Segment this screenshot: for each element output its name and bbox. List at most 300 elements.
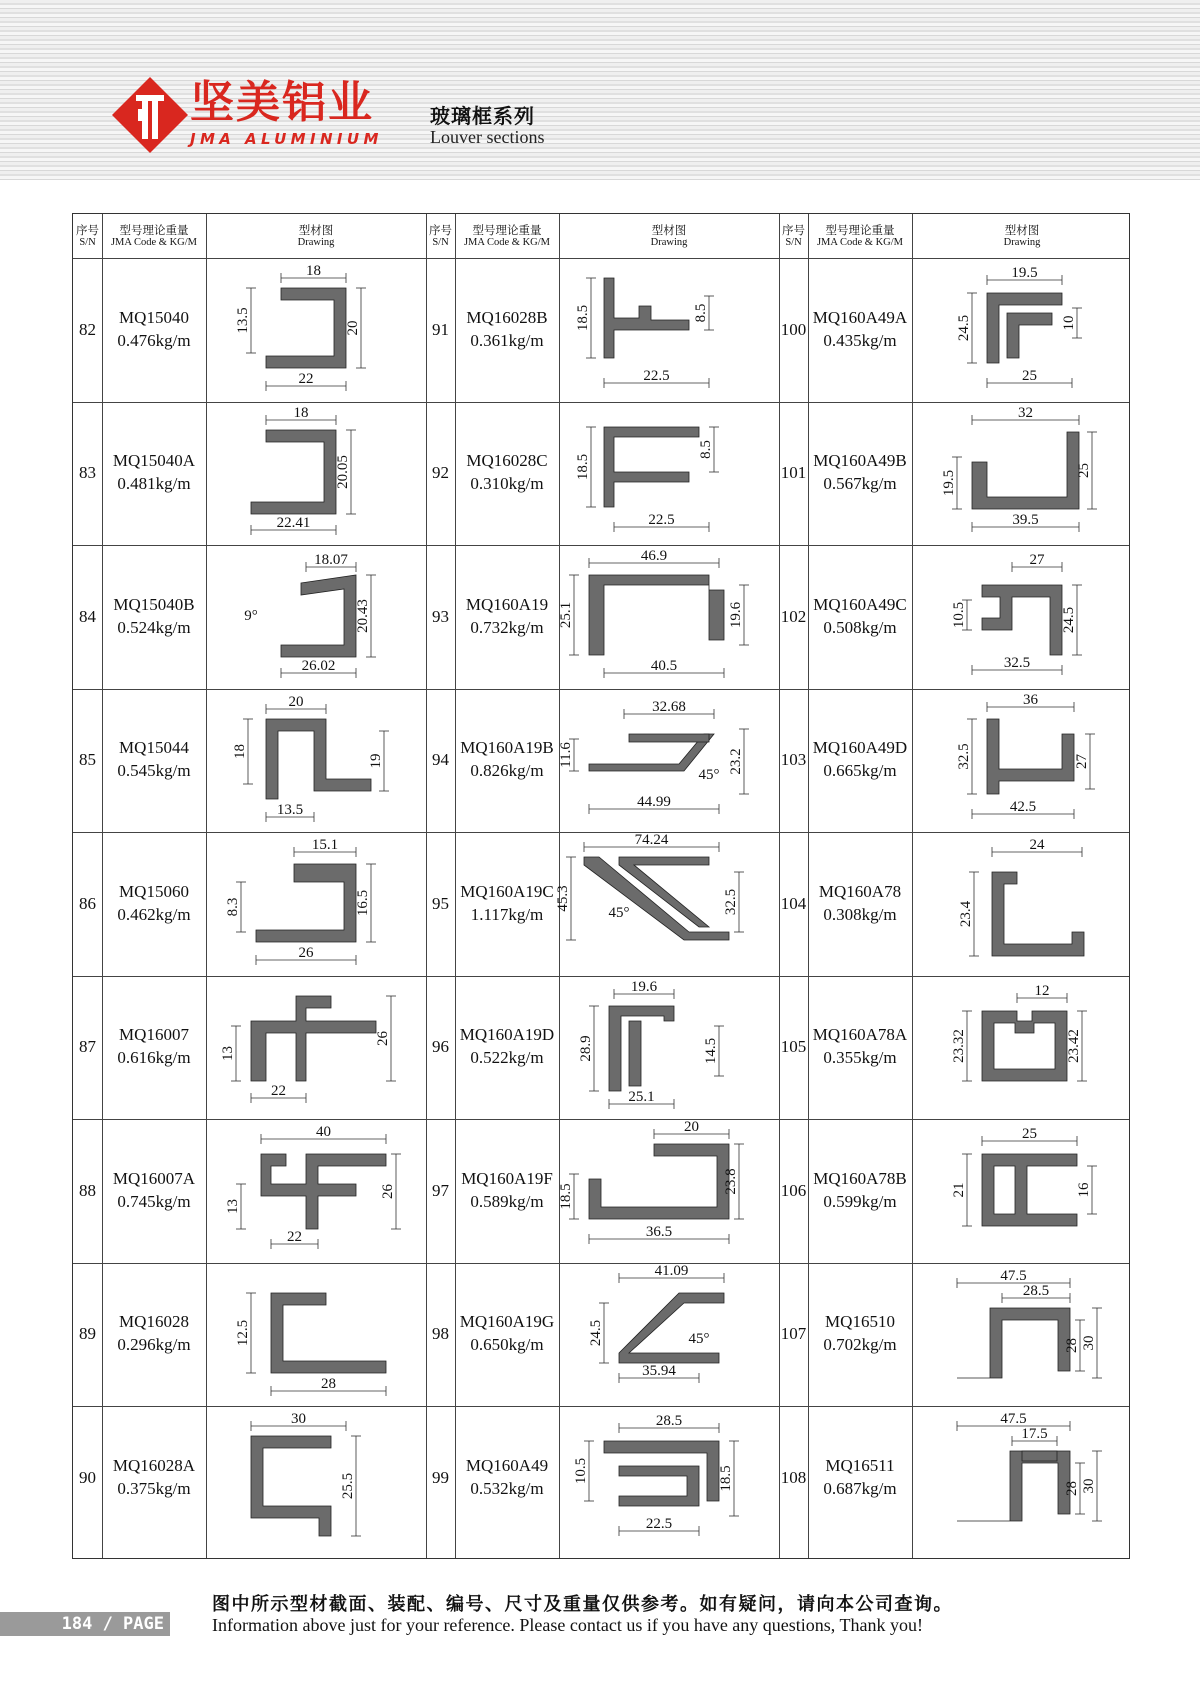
- profile-section: [251, 996, 376, 1081]
- dim: 26.02: [301, 658, 336, 674]
- dim: 32.68: [652, 698, 686, 715]
- row-code-weight: [455, 593, 559, 639]
- profile-svg: [206, 832, 422, 975]
- profile-section: [256, 864, 356, 942]
- row-sn: 95: [432, 893, 449, 913]
- row-code-weight: [808, 306, 912, 352]
- row-code-weight: [808, 1167, 912, 1213]
- dim: 22: [287, 1229, 302, 1245]
- header-code: [455, 214, 559, 258]
- dim: 22: [298, 371, 314, 387]
- profile-drawing: [559, 258, 775, 401]
- row-code-weight: [455, 1454, 559, 1500]
- dim: 23.2: [728, 747, 744, 775]
- profile-code: MQ160A19G: [459, 1312, 555, 1332]
- dim: 45°: [698, 766, 720, 783]
- profile-code: MQ15040B: [113, 594, 195, 614]
- profile-weight: 0.522kg/m: [470, 1048, 544, 1068]
- row-sn: 86: [79, 893, 96, 913]
- dim: 22: [271, 1082, 286, 1099]
- profile-weight: 0.650kg/m: [470, 1335, 544, 1355]
- profile-svg: [559, 976, 775, 1119]
- row-sn: 96: [432, 1037, 449, 1057]
- profile-section: [281, 575, 356, 657]
- profile-weight: 0.567kg/m: [823, 474, 897, 494]
- profile-code: MQ160A19: [465, 594, 549, 614]
- profile-weight: 0.732kg/m: [470, 617, 544, 637]
- header-drawing-cn: 型材图: [298, 223, 334, 237]
- dim: 40: [316, 1124, 331, 1140]
- profile-svg: [559, 402, 775, 545]
- header-sn: [73, 214, 102, 258]
- profile-svg: [559, 1406, 775, 1549]
- dim: 24.5: [956, 314, 972, 342]
- dim: 32.5: [723, 888, 739, 916]
- dim: 18: [293, 404, 309, 421]
- dim: 20: [684, 1119, 699, 1135]
- row-code-weight: [455, 306, 559, 352]
- profile-svg: [206, 976, 422, 1119]
- profile-drawing: [559, 976, 775, 1119]
- header-code-cn: 型号理论重量: [119, 223, 189, 237]
- logo-icon: [110, 75, 190, 155]
- header-sn-cn: 序号: [782, 223, 805, 237]
- dim: 23.8: [723, 1168, 739, 1195]
- profile-svg: [206, 402, 422, 545]
- row-code-weight: [102, 1454, 206, 1500]
- profile-code: MQ160A49B: [813, 451, 907, 471]
- dim: 40.5: [650, 658, 678, 674]
- header-code: [808, 214, 912, 258]
- profile-section: [957, 1451, 1070, 1521]
- row-code-weight: [808, 1310, 912, 1356]
- profile-weight: 0.702kg/m: [823, 1335, 897, 1355]
- profile-section: [987, 293, 1062, 363]
- profile-section: [1022, 1451, 1057, 1461]
- dim: 74.24: [634, 832, 669, 848]
- profile-section: [261, 1154, 386, 1229]
- dim: 28: [1064, 1481, 1080, 1496]
- dim: 18.5: [718, 1465, 734, 1492]
- profile-section: [266, 288, 346, 368]
- profile-code: MQ160A49C: [813, 594, 907, 614]
- profile-code: MQ160A19C: [460, 881, 554, 901]
- row-code-weight: [455, 1023, 559, 1069]
- profile-weight: 0.589kg/m: [470, 1191, 544, 1211]
- profile-code: MQ160A78A: [812, 1025, 908, 1045]
- dim: 13.5: [276, 801, 304, 818]
- profile-section: [619, 1293, 724, 1363]
- row-sn: 84: [79, 606, 96, 626]
- header-sn: [426, 214, 455, 258]
- profile-code: MQ16028: [119, 1312, 189, 1332]
- row-code-weight: [808, 449, 912, 495]
- dim: 18.5: [575, 304, 591, 332]
- header-sn-en: S/N: [785, 237, 802, 248]
- profile-section: [1007, 313, 1052, 358]
- dim: 8.3: [225, 897, 241, 917]
- dim: 16: [1076, 1182, 1092, 1198]
- header-sn-cn: 序号: [429, 223, 452, 237]
- dim: 8.5: [698, 439, 714, 459]
- dim: 45°: [688, 1330, 710, 1347]
- profile-drawing: [206, 1263, 422, 1406]
- row-code-weight: [102, 593, 206, 639]
- profile-drawing: [206, 545, 422, 688]
- dim: 22.5: [643, 368, 670, 384]
- dim: 24.5: [1061, 606, 1077, 634]
- profile-weight: 0.375kg/m: [117, 1478, 191, 1498]
- row-sn: 92: [432, 463, 449, 483]
- profile-drawing: [912, 832, 1128, 975]
- profile-section: [972, 432, 1079, 509]
- dim: 18: [306, 263, 321, 279]
- profile-svg: [206, 545, 422, 688]
- dim: 28.5: [655, 1413, 683, 1429]
- profile-weight: 0.616kg/m: [117, 1048, 191, 1068]
- header-drawing: [559, 214, 779, 258]
- dim: 12: [1034, 982, 1050, 999]
- profile-svg: [559, 258, 775, 401]
- dim: 17.5: [1021, 1426, 1048, 1442]
- dim: 13: [225, 1199, 241, 1214]
- dim: 24: [1029, 837, 1045, 853]
- dim: 22.41: [276, 514, 311, 531]
- dim: 25: [1076, 462, 1092, 478]
- header-drawing-cn: 型材图: [651, 223, 687, 237]
- row-sn: 87: [79, 1037, 96, 1057]
- header-code: [102, 214, 206, 258]
- profile-code: MQ15040A: [112, 451, 196, 471]
- header-sn-cn: 序号: [76, 223, 99, 237]
- dim: 27: [1029, 552, 1045, 568]
- row-sn: 106: [780, 1180, 807, 1200]
- profile-drawing: [912, 976, 1128, 1119]
- profile-section: [271, 1293, 386, 1373]
- profile-drawing: [912, 1406, 1128, 1549]
- dim: 19: [368, 753, 384, 768]
- dim: 19.5: [1011, 265, 1038, 281]
- dim: 25.5: [340, 1472, 356, 1500]
- dim: 26: [375, 1030, 391, 1046]
- row-code-weight: [808, 736, 912, 782]
- header-drawing-en: Drawing: [1003, 237, 1041, 248]
- profile-section: [604, 278, 689, 358]
- header-drawing: [206, 214, 426, 258]
- dim: 20: [288, 693, 304, 710]
- profile-section: [609, 1006, 674, 1091]
- profile-code: MQ16007: [119, 1025, 189, 1045]
- row-sn: 97: [432, 1180, 449, 1200]
- row-sn: 108: [780, 1467, 807, 1487]
- profile-drawing: [206, 258, 422, 401]
- profile-drawing: [559, 1263, 775, 1406]
- header-code-en: JMA Code & KG/M: [816, 237, 904, 248]
- profile-weight: 0.296kg/m: [117, 1335, 191, 1355]
- dim: 19.5: [941, 469, 957, 496]
- profile-weight: 0.435kg/m: [823, 330, 897, 350]
- profile-drawing: [559, 402, 775, 545]
- profile-weight: 1.117kg/m: [470, 904, 544, 924]
- dim: 26: [380, 1184, 396, 1199]
- dim: 14.5: [703, 1037, 719, 1064]
- profile-svg: [912, 976, 1128, 1119]
- dim: 36: [1023, 691, 1038, 708]
- dim: 10: [1061, 315, 1077, 331]
- profile-drawing: [559, 689, 775, 832]
- profile-section: [982, 1154, 1077, 1226]
- dim: 8.5: [693, 303, 709, 323]
- dim: 10.5: [573, 1457, 589, 1485]
- header-drawing: [912, 214, 1132, 258]
- dim: 18.5: [575, 453, 591, 480]
- dim: 28.9: [578, 1034, 594, 1062]
- page-number: 184 / PAGE: [0, 1612, 170, 1636]
- row-code-weight: [808, 593, 912, 639]
- profile-svg: [206, 1119, 422, 1262]
- brand-name-cn: 坚美铝业: [190, 77, 374, 128]
- profile-svg: [559, 1119, 775, 1262]
- brand-name-en: JMA ALUMINIUM: [190, 130, 383, 148]
- profile-table: [72, 213, 1130, 1559]
- dim: 21: [951, 1182, 967, 1198]
- dim: 11.6: [558, 741, 574, 768]
- profile-svg: [206, 1406, 422, 1549]
- dim: 10.5: [951, 601, 967, 629]
- profile-weight: 0.826kg/m: [470, 761, 544, 781]
- row-sn: 82: [79, 319, 96, 339]
- row-sn: 91: [432, 319, 449, 339]
- row-code-weight: [102, 1023, 206, 1069]
- profile-code: MQ160A19B: [460, 738, 554, 758]
- profile-section: [982, 1011, 1067, 1081]
- row-sn: 88: [79, 1180, 96, 1200]
- row-code-weight: [102, 1310, 206, 1356]
- column-divider: [779, 214, 780, 1558]
- dim: 45°: [608, 905, 630, 921]
- profile-drawing: [206, 402, 422, 545]
- dim: 25.1: [628, 1088, 655, 1105]
- profile-code: MQ16007A: [112, 1168, 196, 1188]
- dim: 19.6: [728, 601, 744, 629]
- row-sn: 105: [780, 1037, 807, 1057]
- dim: 39.5: [1012, 511, 1039, 528]
- profile-weight: 0.524kg/m: [117, 617, 191, 637]
- profile-drawing: [206, 976, 422, 1119]
- dim: 23.42: [1066, 1028, 1082, 1063]
- dim: 23.4: [958, 900, 974, 928]
- profile-svg: [559, 1263, 775, 1406]
- row-code-weight: [455, 736, 559, 782]
- profile-svg: [555, 832, 775, 975]
- header-drawing-en: Drawing: [650, 237, 688, 248]
- profile-code: MQ160A78B: [813, 1168, 907, 1188]
- profile-section: [982, 585, 1062, 655]
- profile-drawing: [912, 545, 1128, 688]
- profile-drawing: [206, 1406, 422, 1549]
- profile-drawing: [206, 1119, 422, 1262]
- profile-weight: 0.310kg/m: [470, 474, 544, 494]
- profile-weight: 0.599kg/m: [823, 1191, 897, 1211]
- row-sn: 85: [79, 750, 96, 770]
- profile-code: MQ16511: [825, 1455, 895, 1475]
- profile-weight: 0.545kg/m: [117, 761, 191, 781]
- dim: 28: [1064, 1337, 1080, 1353]
- header-code-cn: 型号理论重量: [825, 223, 895, 237]
- profile-code: MQ160A49A: [812, 307, 908, 327]
- dim: 41.09: [654, 1262, 689, 1279]
- row-sn: 99: [432, 1467, 449, 1487]
- header-drawing-cn: 型材图: [1004, 223, 1040, 237]
- row-code-weight: [455, 449, 559, 495]
- dim: 16.5: [355, 889, 371, 917]
- row-code-weight: [102, 306, 206, 352]
- dim: 12.5: [235, 1319, 251, 1346]
- dim: 26: [298, 945, 314, 961]
- row-sn: 107: [780, 1324, 807, 1344]
- profile-svg: [206, 689, 422, 832]
- profile-svg: [912, 689, 1128, 832]
- row-sn: 94: [432, 750, 449, 770]
- row-sn: 98: [432, 1324, 449, 1344]
- dim: 47.5: [1000, 1267, 1027, 1284]
- row-sn: 101: [780, 463, 807, 483]
- profile-section: [619, 1466, 699, 1506]
- dim: 30: [1081, 1478, 1097, 1494]
- dim: 28.5: [1022, 1282, 1050, 1299]
- dim: 46.9: [640, 548, 668, 564]
- dim: 22.5: [648, 511, 675, 528]
- profile-weight: 0.508kg/m: [823, 617, 897, 637]
- header-sn: [779, 214, 808, 258]
- profile-svg: [912, 832, 1128, 975]
- profile-weight: 0.532kg/m: [470, 1478, 544, 1498]
- row-code-weight: [102, 1167, 206, 1213]
- dim: 32: [1018, 404, 1033, 421]
- profile-section: [987, 719, 1074, 794]
- profile-svg: [912, 402, 1128, 545]
- dim: 32.5: [1003, 655, 1031, 671]
- dim: 36.5: [645, 1224, 673, 1240]
- row-code-weight: [808, 1023, 912, 1069]
- profile-section: [589, 1144, 729, 1219]
- profile-code: MQ160A49: [465, 1455, 549, 1475]
- profile-svg: [559, 545, 775, 688]
- profile-svg: [206, 1263, 422, 1406]
- profile-weight: 0.462kg/m: [117, 904, 191, 924]
- dim: 20.43: [355, 599, 371, 633]
- profile-code: MQ16028A: [112, 1455, 196, 1475]
- profile-code: MQ16510: [825, 1312, 895, 1332]
- series-title-en: Louver sections: [430, 127, 545, 147]
- dim: 20: [345, 320, 361, 336]
- profile-code: MQ160A19D: [459, 1025, 555, 1045]
- row-sn: 100: [780, 319, 807, 339]
- header-code-en: JMA Code & KG/M: [110, 237, 198, 248]
- row-code-weight: [102, 880, 206, 926]
- row-code-weight: [102, 449, 206, 495]
- profile-drawing: [912, 1263, 1128, 1406]
- profile-section: [589, 575, 724, 655]
- profile-svg: [912, 258, 1128, 401]
- profile-section: [266, 719, 371, 799]
- profile-section: [584, 857, 729, 940]
- dim: 25: [1022, 1126, 1037, 1142]
- footer-note-en: Information above just for your reference. Please contact us if you have any questions, Thank you!: [212, 1615, 923, 1635]
- row-sn: 102: [780, 606, 807, 626]
- profile-drawing: [206, 832, 422, 975]
- footer-note-cn: 图中所示型材截面、装配、编号、尺寸及重量仅供参考。如有疑问，请向本公司查询。: [212, 1594, 953, 1615]
- dim: 24.5: [588, 1319, 604, 1346]
- profile-svg: [206, 258, 422, 401]
- profile-weight: 0.687kg/m: [823, 1478, 897, 1498]
- column-divider: [426, 214, 427, 1558]
- dim: 35.94: [642, 1362, 676, 1379]
- profile-weight: 0.665kg/m: [823, 761, 897, 781]
- row-sn: 103: [780, 750, 807, 770]
- dim: 18: [232, 743, 248, 759]
- header-code-cn: 型号理论重量: [472, 223, 542, 237]
- row-sn: 90: [79, 1467, 96, 1487]
- row-sn: 104: [780, 893, 807, 913]
- dim: 18.07: [314, 552, 348, 568]
- profile-section: [629, 734, 709, 742]
- profile-weight: 0.745kg/m: [117, 1191, 191, 1211]
- profile-svg: [912, 1119, 1128, 1262]
- dim: 47.5: [1000, 1411, 1027, 1427]
- profile-section: [957, 1308, 1070, 1378]
- profile-weight: 0.355kg/m: [823, 1048, 897, 1068]
- dim: 25.1: [558, 601, 574, 629]
- profile-drawing: [912, 689, 1128, 832]
- profile-svg: [559, 689, 775, 832]
- row-code-weight: [455, 1310, 559, 1356]
- dim: 30: [1081, 1335, 1097, 1350]
- profile-weight: 0.308kg/m: [823, 904, 897, 924]
- row-code-weight: [808, 1454, 912, 1500]
- header-code-en: JMA Code & KG/M: [463, 237, 551, 248]
- profile-code: MQ15040: [119, 307, 189, 327]
- row-sn: 93: [432, 606, 449, 626]
- profile-drawing: [912, 1119, 1128, 1262]
- profile-section: [251, 430, 336, 514]
- profile-code: MQ15060: [119, 881, 189, 901]
- dim: 19.6: [630, 978, 658, 995]
- header-sn-en: S/N: [79, 237, 96, 248]
- dim: 42.5: [1009, 798, 1037, 815]
- dim: 13.5: [235, 307, 251, 334]
- header-drawing-en: Drawing: [297, 237, 335, 248]
- row-code-weight: [455, 1167, 559, 1213]
- profile-drawing: [559, 545, 775, 688]
- dim: 9°: [244, 608, 258, 624]
- profile-svg: [912, 1263, 1128, 1406]
- row-sn: 89: [79, 1324, 96, 1344]
- profile-code: MQ16028B: [466, 307, 548, 327]
- dim: 25: [1022, 368, 1037, 384]
- dim: 27: [1074, 753, 1090, 769]
- profile-svg: [912, 545, 1128, 688]
- profile-weight: 0.361kg/m: [470, 330, 544, 350]
- dim: 30: [291, 1411, 306, 1427]
- profile-drawing: [912, 402, 1128, 545]
- series-title-cn: 玻璃框系列: [430, 104, 535, 128]
- profile-code: MQ160A49D: [812, 738, 908, 758]
- profile-section: [251, 1436, 331, 1536]
- header-sn-en: S/N: [432, 237, 449, 248]
- profile-drawing: [559, 1406, 775, 1549]
- profile-section: [629, 1021, 641, 1086]
